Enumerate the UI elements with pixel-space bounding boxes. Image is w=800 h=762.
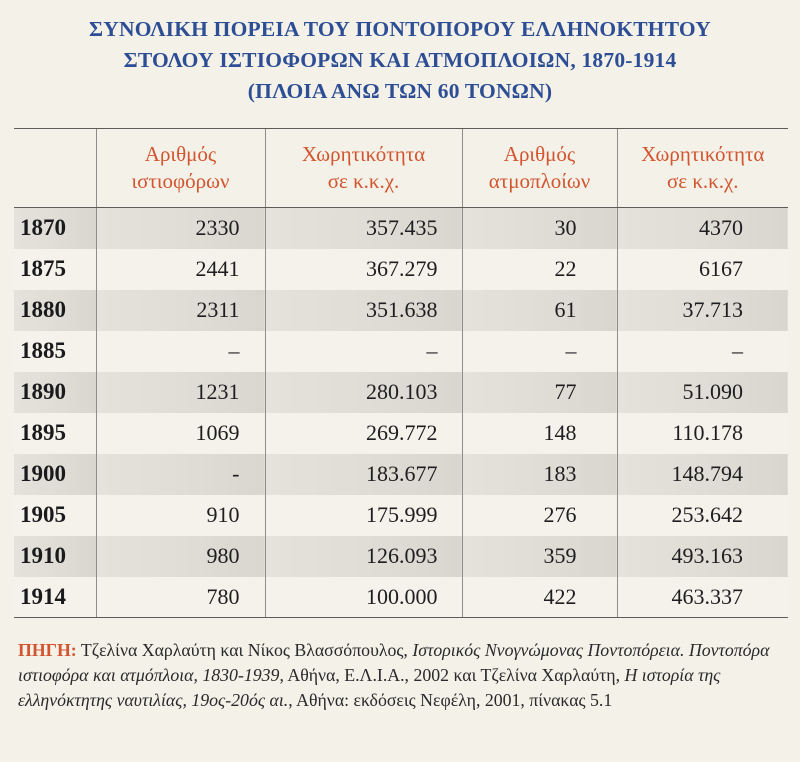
sailing-tonnage-cell: 100.000 bbox=[265, 577, 462, 618]
steam-count-cell: 61 bbox=[462, 290, 617, 331]
source-title-2: Η ιστορία της ελληνόκτητης ναυτιλίας, 19ος-20ός αι. bbox=[18, 665, 721, 710]
sailing-tonnage-cell: 351.638 bbox=[265, 290, 462, 331]
header-sailing-tonnage: Χωρητικότητα σε κ.κ.χ. bbox=[265, 129, 462, 208]
sailing-count-cell: 910 bbox=[96, 495, 265, 536]
source-label: ΠΗΓΗ: bbox=[18, 640, 77, 660]
year-cell: 1900 bbox=[14, 454, 96, 495]
year-cell: 1880 bbox=[14, 290, 96, 331]
source-title-1: Ιστορικός Ννογνώμονας Ποντοπόρεια. Ποντοπόρα ιστιοφόρα και ατμόπλοια, 1830-1939 bbox=[18, 640, 770, 685]
year-cell: 1885 bbox=[14, 331, 96, 372]
year-cell: 1890 bbox=[14, 372, 96, 413]
steam-count-cell: 276 bbox=[462, 495, 617, 536]
table-row bbox=[14, 495, 788, 536]
table-row bbox=[14, 249, 788, 290]
sailing-count-cell: 780 bbox=[96, 577, 265, 618]
sailing-tonnage-cell: 126.093 bbox=[265, 536, 462, 577]
sailing-count-cell: 1231 bbox=[96, 372, 265, 413]
steam-tonnage-cell: – bbox=[617, 331, 788, 372]
steam-count-cell: 22 bbox=[462, 249, 617, 290]
steam-count-cell: 148 bbox=[462, 413, 617, 454]
title-line-3: (ΠΛΟΙΑ ΑΝΩ ΤΩΝ 60 ΤΟΝΩΝ) bbox=[247, 79, 553, 103]
sailing-count-cell: - bbox=[96, 454, 265, 495]
title-line-1: ΣΥΝΟΛΙΚΗ ΠΟΡΕΙΑ ΤΟΥ ΠΟΝΤΟΠΟΡΟΥ ΕΛΛΗΝΟΚΤΗΤΟΥ bbox=[89, 17, 711, 41]
year-cell: 1870 bbox=[14, 208, 96, 249]
source-text-3: , Αθήνα: εκδόσεις Νεφέλη, 2001, πίνακας 5.1 bbox=[288, 690, 613, 710]
source-text-1: Τζελίνα Χαρλαύτη και Νίκος Βλασσόπουλος, bbox=[76, 640, 413, 660]
sailing-tonnage-cell: 269.772 bbox=[265, 413, 462, 454]
table-title bbox=[0, 14, 800, 107]
steam-count-cell: 30 bbox=[462, 208, 617, 249]
steam-count-cell: – bbox=[462, 331, 617, 372]
steam-tonnage-cell: 37.713 bbox=[617, 290, 788, 331]
table-row bbox=[14, 290, 788, 331]
sailing-tonnage-cell: 357.435 bbox=[265, 208, 462, 249]
sailing-tonnage-cell: 367.279 bbox=[265, 249, 462, 290]
source-note bbox=[18, 638, 788, 713]
steam-count-cell: 77 bbox=[462, 372, 617, 413]
year-cell: 1910 bbox=[14, 536, 96, 577]
steam-count-cell: 183 bbox=[462, 454, 617, 495]
title-line-2: ΣΤΟΛΟΥ ΙΣΤΙΟΦΟΡΩΝ ΚΑΙ ΑΤΜΟΠΛΟΙΩΝ, 1870-1914 bbox=[123, 48, 677, 72]
sailing-count-cell: – bbox=[96, 331, 265, 372]
sailing-tonnage-cell: – bbox=[265, 331, 462, 372]
steam-tonnage-cell: 6167 bbox=[617, 249, 788, 290]
sailing-tonnage-cell: 280.103 bbox=[265, 372, 462, 413]
steam-tonnage-cell: 4370 bbox=[617, 208, 788, 249]
year-header bbox=[14, 129, 96, 208]
header-steam-tonnage: Χωρητικότητα σε κ.κ.χ. bbox=[617, 129, 788, 208]
sailing-count-cell: 2441 bbox=[96, 249, 265, 290]
steam-tonnage-cell: 51.090 bbox=[617, 372, 788, 413]
table-row bbox=[14, 413, 788, 454]
year-cell: 1895 bbox=[14, 413, 96, 454]
table-row bbox=[14, 536, 788, 577]
steam-count-cell: 422 bbox=[462, 577, 617, 618]
steam-tonnage-cell: 493.163 bbox=[617, 536, 788, 577]
steam-count-cell: 359 bbox=[462, 536, 617, 577]
header-sailing-count: Αριθμός ιστιοφόρων bbox=[96, 129, 265, 208]
source-text-2: , Αθήνα, Ε.Λ.Ι.Α., 2002 και Τζελίνα Χαρλαύτη, bbox=[279, 665, 625, 685]
sailing-count-cell: 2311 bbox=[96, 290, 265, 331]
sailing-tonnage-cell: 183.677 bbox=[265, 454, 462, 495]
steam-tonnage-cell: 110.178 bbox=[617, 413, 788, 454]
year-cell: 1905 bbox=[14, 495, 96, 536]
sailing-count-cell: 2330 bbox=[96, 208, 265, 249]
header-steam-count: Αριθμός ατμοπλοίων bbox=[462, 129, 617, 208]
steam-tonnage-cell: 253.642 bbox=[617, 495, 788, 536]
steam-tonnage-cell: 148.794 bbox=[617, 454, 788, 495]
sailing-count-cell: 980 bbox=[96, 536, 265, 577]
fleet-table bbox=[14, 128, 788, 618]
sailing-count-cell: 1069 bbox=[96, 413, 265, 454]
table-row bbox=[14, 331, 788, 372]
year-cell: 1914 bbox=[14, 577, 96, 618]
table-row bbox=[14, 577, 788, 618]
year-cell: 1875 bbox=[14, 249, 96, 290]
steam-tonnage-cell: 463.337 bbox=[617, 577, 788, 618]
header-row bbox=[14, 129, 788, 208]
table-row bbox=[14, 454, 788, 495]
table-row bbox=[14, 372, 788, 413]
table-row bbox=[14, 208, 788, 249]
sailing-tonnage-cell: 175.999 bbox=[265, 495, 462, 536]
